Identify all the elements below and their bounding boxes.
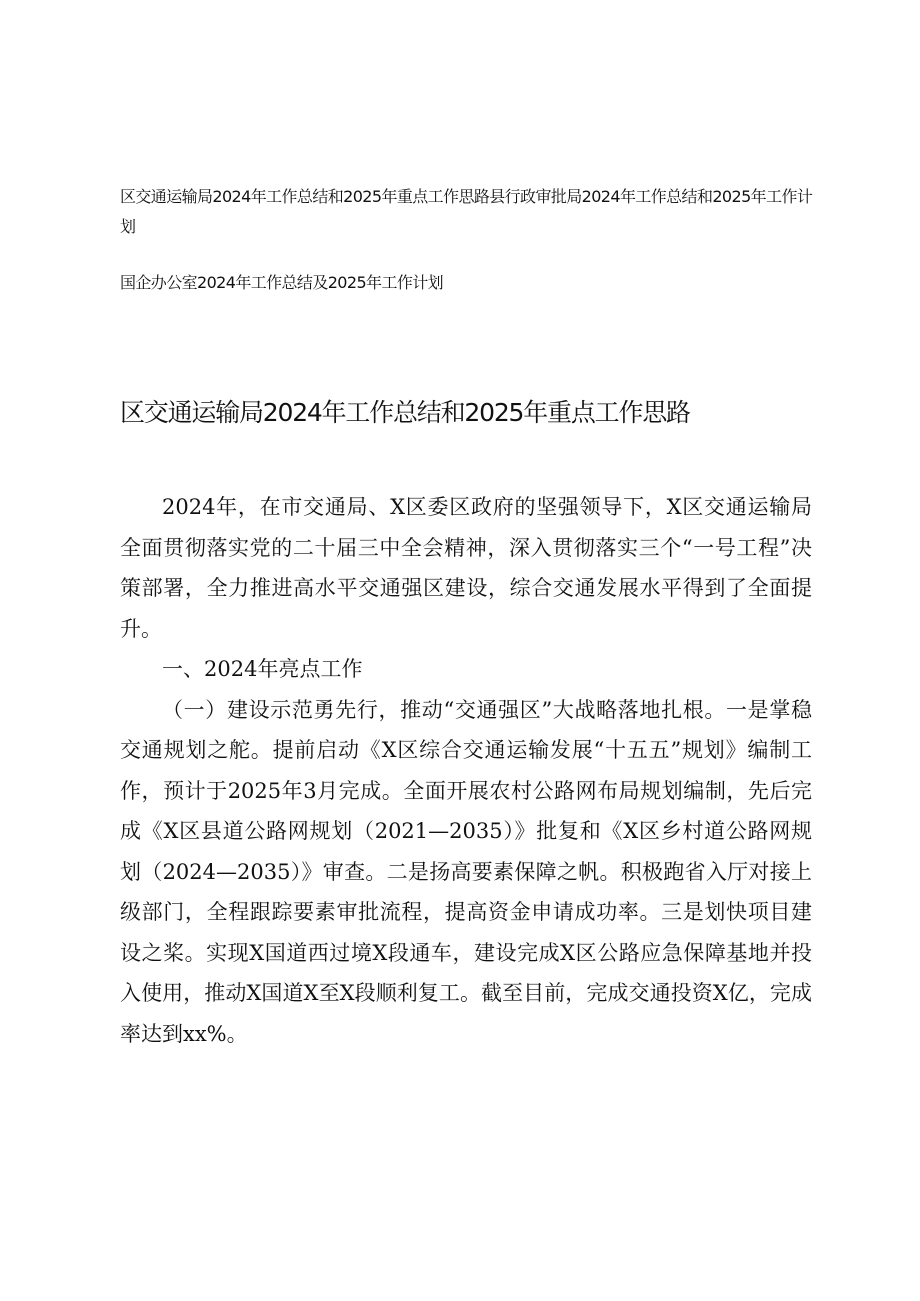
- document-body: [120, 487, 812, 1054]
- toc-entry[interactable]: 国企办公室2024年工作总结及2025年工作计划: [120, 273, 444, 292]
- toc-entry[interactable]: 区交通运输局2024年工作总结和2025年重点工作思路县行政审批局2024年工作总结和2025年工作计划: [120, 187, 813, 236]
- table-of-contents: [120, 182, 820, 324]
- intro-paragraph: 2024年，在市交通局、X区委区政府的坚强领导下，X区交通运输局全面贯彻落实党的二十届三中全会精神，深入贯彻落实三个“一号工程”决策部署，全力推进高水平交通强区建设，综合交通发展水平得到了全面提升。: [120, 495, 812, 641]
- document-title: 区交通运输局2024年工作总结和2025年重点工作思路: [120, 398, 690, 427]
- section-heading: 一、2024年亮点工作: [162, 657, 363, 681]
- body-paragraph: （一）建设示范勇先行，推动“交通强区”大战略落地扎根。一是掌稳交通规划之舵。提前启动《X区综合交通运输发展“十五五”规划》编制工作，预计于2025年3月完成。全面开展农村公路网布局规划编制，先后完成《X区县道公路网规划（2021—2035）》批复和《X区乡村道公路网规划（2024—2035）》审查。二是扬高要素保障之帆。积极跑省入厅对接上级部门，全程跟踪要素审批流程，提高资金申请成功率。三是划快项目建设之桨。实现X国道西过境X段通车，建设完成X区公路应急保障基地并投入使用，推动X国道X至X段顺利复工。截至目前，完成交通投资X亿，完成率达到xx%。: [120, 697, 812, 1046]
